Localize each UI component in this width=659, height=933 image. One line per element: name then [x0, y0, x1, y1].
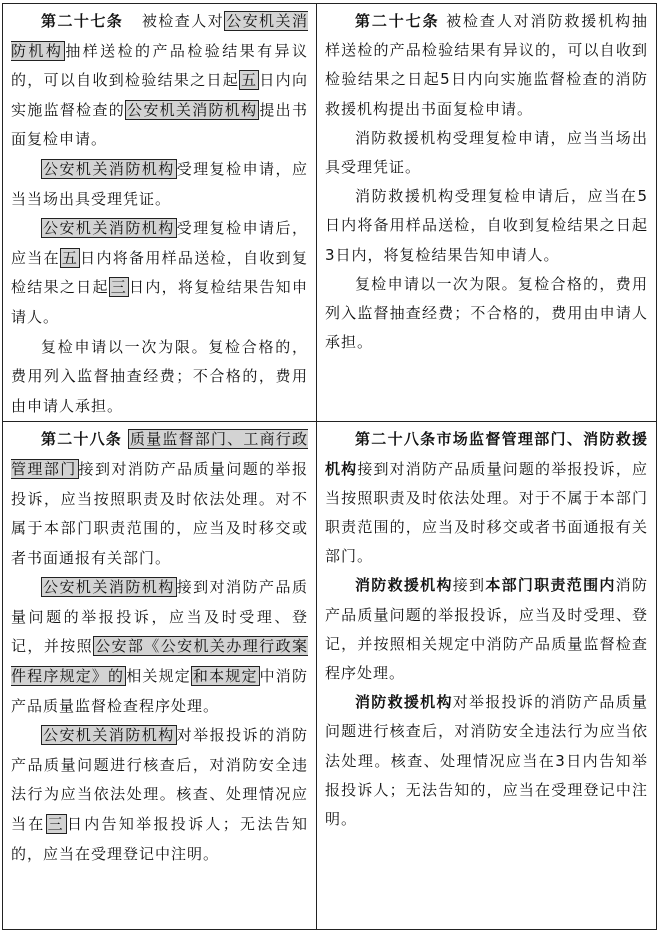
text-run: 消防救援机构受理复检申请后，应当在5日内将备用样品送检，自收到复检结果之日起3日内，将复检结果告知申请人。	[325, 187, 648, 264]
text-run: 被检查人对消防救援机构抽样送检的产品检验结果有异议的，可以自收到检验结果之日起5日内向实施监督检查的消防救援机构提出书面复检申请。	[325, 12, 648, 118]
bold-text-run: 消防救援机构	[355, 693, 453, 712]
new-text-cell	[317, 4, 657, 422]
text-run: 接到	[452, 576, 486, 595]
paragraph	[325, 571, 648, 688]
highlight-mark: 公安机关消防机构	[43, 219, 175, 238]
highlight-mark: 公安机关消防机构	[43, 578, 175, 597]
text-run: 日内将备用样品送检，自收到复检结果之日起	[11, 248, 308, 297]
comparison-table	[2, 3, 657, 930]
highlight-mark: 公安部《公安机关办理行政案件程序规定》的	[11, 637, 308, 686]
highlight-mark: 公安机关消防机构	[11, 12, 308, 60]
paragraph	[325, 182, 648, 270]
text-run: 复检申请以一次为限。复检合格的，费用列入监督抽查经费；不合格的，费用由申请人承担。	[325, 274, 648, 352]
text-run: 接到对消防产品质量问题的举报投诉，应当及时受理、登记，并按照	[11, 578, 308, 656]
paragraph	[11, 333, 308, 422]
highlight-mark: 五	[61, 248, 79, 267]
text-run: 复检申请以一次为限。复检合格的，费用列入监督抽查经费；不合格的，费用由申请人承担。	[11, 337, 308, 415]
bold-text-run: 消防救援机构	[355, 576, 453, 595]
text-run: 抽样送检的产品检验结果有异议的，可以自收到检验结果之日起	[11, 41, 308, 90]
highlight-mark: 三	[110, 278, 128, 297]
old-text-cell	[3, 4, 317, 422]
article-heading: 第二十八条市场监督管理部门、消防救援机构	[325, 430, 648, 478]
text-run: 接到对消防产品质量问题的举报投诉，应当按照职责及时依法处理。对于不属于本部门职责范围的，应当及时移交或者书面通报有关部门。	[325, 459, 648, 566]
paragraph	[11, 573, 308, 721]
table-row-article-27	[3, 4, 657, 422]
article-number: 第二十八条	[41, 430, 122, 449]
bold-text-run: 本部门职责范围内	[485, 576, 616, 595]
paragraph	[11, 425, 308, 573]
paragraph	[325, 425, 648, 571]
text-run: 日内向实施监督检查的	[11, 71, 308, 119]
text-run: 受理复检申请后，应当在	[11, 219, 308, 267]
highlight-mark: 五	[241, 71, 258, 90]
paragraph	[11, 155, 308, 214]
text-run: 消防产品质量问题的举报投诉，应当及时受理、登记，并按照相关规定中消防产品质量监督检查程序处理。	[325, 576, 648, 682]
paragraph	[11, 214, 308, 332]
text-run: 被检查人对	[141, 12, 225, 30]
text-run: 日内，将复检结果告知申请人。	[11, 278, 308, 326]
table-row-article-28	[3, 422, 657, 930]
highlight-mark: 公安机关消防机构	[127, 100, 258, 119]
text-run: 提出书面复检申请。	[11, 100, 308, 149]
paragraph	[325, 270, 648, 358]
highlight-mark: 公安机关消防机构	[43, 726, 175, 745]
text-run: 中消防产品质量监督检查程序处理。	[11, 667, 308, 715]
paragraph	[325, 7, 648, 124]
article-number: 第二十七条	[41, 12, 124, 30]
text-run: 接到对消防产品质量问题的举报投诉，应当按照职责及时依法处理。对不属于本部门职责范围的，应当及时移交或者书面通报有关部门。	[11, 459, 308, 567]
paragraph	[325, 124, 648, 182]
text-run: 日内告知举报投诉人；无法告知的，应当在受理登记中注明。	[11, 815, 308, 863]
text-run: 对举报投诉的消防产品质量问题进行核查后，对消防安全违法行为应当依法处理。核查、处理情况应当在3日内告知举报投诉人；无法告知的，应当在受理登记中注明。	[325, 693, 648, 828]
old-text-cell	[3, 422, 317, 930]
paragraph	[11, 721, 308, 869]
article-number: 第二十七条	[355, 12, 440, 30]
highlight-mark: 公安机关消防机构	[43, 159, 175, 178]
highlight-mark: 和本规定	[192, 667, 258, 686]
paragraph	[325, 688, 648, 834]
text-run: 消防救援机构受理复检申请，应当当场出具受理凭证。	[325, 128, 648, 177]
highlight-mark: 三	[47, 815, 65, 834]
text-run: 对举报投诉的消防产品质量问题进行核查后，对消防安全违法行为应当依法处理。核查、处理情况应当在	[11, 726, 308, 834]
text-run: 受理复检申请，应当当场出具受理凭证。	[11, 159, 308, 208]
highlight-mark: 质量监督部门、工商行政管理部门	[11, 430, 308, 478]
paragraph	[11, 7, 308, 155]
text-run: 相关规定	[126, 667, 191, 686]
new-text-cell	[317, 422, 657, 930]
